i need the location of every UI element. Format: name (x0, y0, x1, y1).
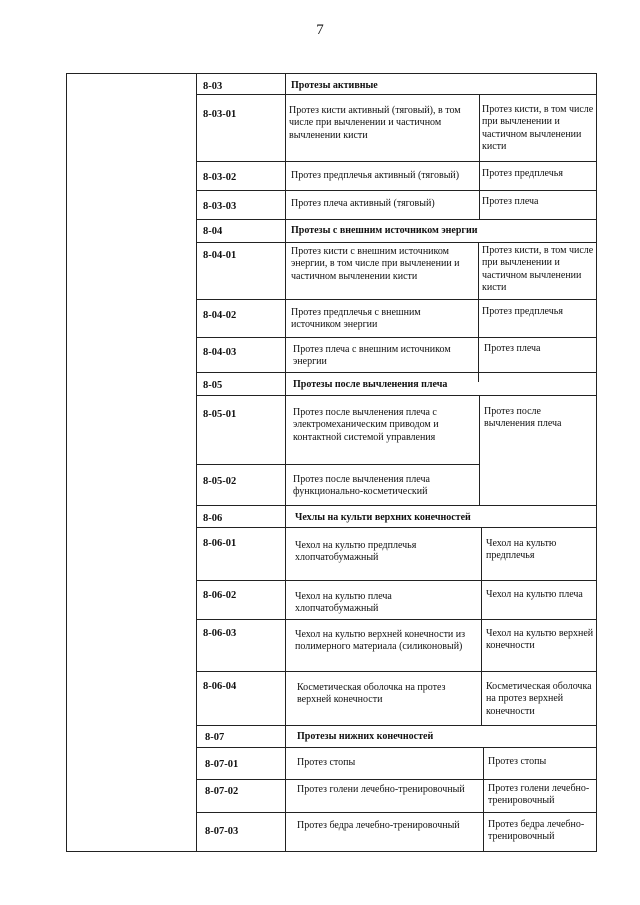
table-frame (66, 73, 597, 852)
item-type: Протез плеча (482, 196, 539, 207)
item-type: Протез предплечья (482, 306, 563, 317)
column-divider-type (483, 747, 484, 851)
row-code: 8-03-02 (203, 172, 237, 183)
item-type: Протез предплечья (482, 168, 563, 179)
row-code: 8-07-03 (205, 826, 239, 837)
row-code: 8-03-01 (203, 109, 237, 120)
item-name: Косметическая оболочка на протез верхней конечности (297, 682, 446, 706)
item-name: Протез предплечья активный (тяговый) (291, 170, 460, 181)
row-divider (196, 161, 596, 162)
row-divider (196, 372, 596, 373)
item-type: Чехол на культю верхней конечности (486, 628, 594, 652)
item-name: Протез предплечья с внешним источником энергии (291, 307, 421, 331)
row-code: 8-06-01 (203, 538, 237, 549)
row-code: 8-04-02 (203, 310, 237, 321)
row-divider (196, 779, 596, 780)
item-type: Протез кисти, в том числе при вычленении и частичном вычленении кисти (482, 104, 594, 153)
row-code: 8-05-02 (203, 476, 237, 487)
row-divider (196, 527, 596, 528)
section-title: Протезы после вычленения плеча (293, 379, 448, 390)
column-divider-type (478, 242, 479, 382)
item-type: Протез стопы (488, 756, 547, 767)
row-code: 8-06-04 (203, 681, 237, 692)
item-type: Протез бедра лечебно-тренировочный (488, 819, 585, 843)
row-code: 8-06-02 (203, 590, 237, 601)
item-type: Протез после вычленения плеча (484, 406, 562, 430)
item-name: Протез кисти с внешним источником энергии, в том числе при вычленении и частичном вычленении кисти (291, 246, 460, 282)
row-divider (196, 219, 596, 220)
item-type: Протез плеча (484, 343, 541, 354)
item-name: Чехол на культю верхней конечности из полимерного материала (силиконовый) (295, 629, 466, 653)
column-divider-type (479, 395, 480, 505)
row-code: 8-05-01 (203, 409, 237, 420)
page-number: 7 (316, 22, 324, 38)
item-name: Протез плеча с внешним источником энергии (293, 344, 451, 368)
row-code: 8-03-03 (203, 201, 237, 212)
row-divider (196, 464, 479, 465)
item-name: Протез голени лечебно-тренировочный (297, 784, 465, 795)
section-title: Протезы активные (291, 80, 378, 91)
row-divider (196, 94, 596, 95)
row-divider (196, 747, 596, 748)
item-type: Протез кисти, в том числе при вычленении и частичном вычленении кисти (482, 245, 594, 294)
row-divider (196, 337, 596, 338)
row-divider (196, 580, 596, 581)
row-code: 8-07-02 (205, 786, 239, 797)
section-title: Протезы с внешним источником энергии (291, 225, 478, 236)
section-title: Протезы нижних конечностей (297, 731, 434, 742)
column-divider-type (481, 527, 482, 725)
row-divider (196, 671, 596, 672)
item-type: Протез голени лечебно-тренировочный (488, 783, 590, 807)
item-name: Чехол на культю предплечья хлопчатобумажный (295, 540, 417, 564)
row-divider (196, 812, 596, 813)
row-code: 8-07-01 (205, 759, 239, 770)
item-type: Чехол на культю предплечья (486, 538, 557, 562)
row-divider (196, 242, 596, 243)
row-divider (196, 619, 596, 620)
item-name: Протез после вычленения плеча функционально-косметический (293, 474, 430, 498)
section-title: Чехлы на культи верхних конечностей (295, 512, 471, 523)
row-divider (196, 299, 596, 300)
row-code: 8-03 (203, 81, 223, 92)
item-name: Протез после вычленения плеча с электромеханическим приводом и контактной системой управления (293, 407, 439, 443)
item-name: Протез кисти активный (тяговый), в том числе при вычленении и частичном вычленении кисти (289, 105, 461, 141)
row-code: 8-04-03 (203, 347, 237, 358)
column-divider-type (479, 94, 480, 219)
row-code: 8-04-01 (203, 250, 237, 261)
item-type: Чехол на культю плеча (486, 589, 583, 600)
item-name: Чехол на культю плеча хлопчатобумажный (295, 591, 392, 615)
row-code: 8-07 (205, 732, 225, 743)
row-divider (196, 725, 596, 726)
row-divider (196, 505, 596, 506)
item-type: Косметическая оболочка на протез верхней конечности (486, 681, 592, 717)
item-name: Протез стопы (297, 757, 356, 768)
item-name: Протез бедра лечебно-тренировочный (297, 820, 460, 831)
row-code: 8-06-03 (203, 628, 237, 639)
row-code: 8-04 (203, 226, 223, 237)
item-name: Протез плеча активный (тяговый) (291, 198, 435, 209)
row-code: 8-05 (203, 380, 223, 391)
row-divider (196, 190, 596, 191)
row-divider (196, 395, 596, 396)
row-code: 8-06 (203, 513, 223, 524)
